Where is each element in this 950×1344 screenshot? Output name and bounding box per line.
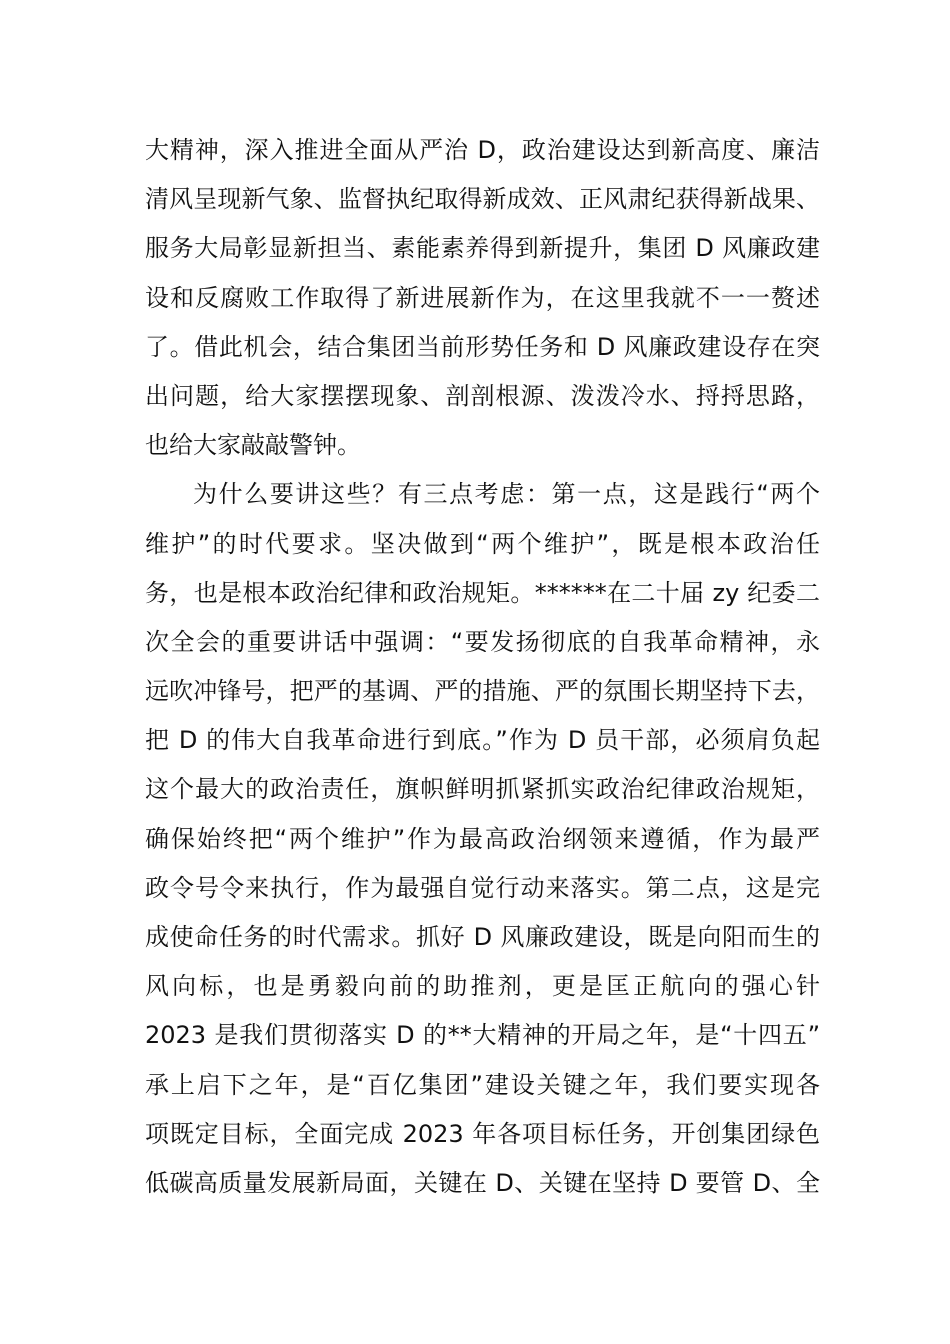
text-line: 设和反腐败工作取得了新进展新作为，在这里我就不一一赘述 xyxy=(145,283,820,312)
text-line: 也给大家敲敲警钟。 xyxy=(145,431,361,460)
text-line: 把 D 的伟大自我革命进行到底。”作为 D 员干部，必须肩负起 xyxy=(145,726,820,755)
text-line: 为什么要讲这些？有三点考虑：第一点，这是践行“两个 xyxy=(193,480,820,509)
text-line: 2023 是我们贯彻落实 D 的**大精神的开局之年，是“十四五” xyxy=(145,1021,820,1050)
text-line: 远吹冲锋号，把严的基调、严的措施、严的氛围长期坚持下去， xyxy=(145,677,820,706)
text-line: 政令号令来执行，作为最强自觉行动来落实。第二点，这是完 xyxy=(145,873,820,902)
text-line: 服务大局彰显新担当、素能素养得到新提升，集团 D 风廉政建 xyxy=(145,234,820,263)
text-line: 出问题，给大家摆摆现象、剖剖根源、泼泼冷水、捋捋思路， xyxy=(145,381,820,410)
text-line: 这个最大的政治责任，旗帜鲜明抓紧抓实政治纪律政治规矩， xyxy=(145,775,820,804)
text-line: 项既定目标，全面完成 2023 年各项目标任务，开创集团绿色 xyxy=(145,1119,820,1148)
paragraph xyxy=(145,470,820,1208)
text-line: 大精神，深入推进全面从严治 D，政治建设达到新高度、廉洁 xyxy=(145,136,820,164)
text-line: 清风呈现新气象、监督执纪取得新成效、正风肃纪获得新战果、 xyxy=(145,185,820,214)
text-line: 承上启下之年，是“百亿集团”建设关键之年，我们要实现各 xyxy=(145,1070,820,1099)
document-body xyxy=(145,126,820,1208)
text-line: 成使命任务的时代需求。抓好 D 风廉政建设，既是向阳而生的 xyxy=(145,923,820,951)
text-line: 维护”的时代要求。坚决做到“两个维护”，既是根本政治任 xyxy=(145,529,820,558)
text-line: 了。借此机会，结合集团当前形势任务和 D 风廉政建设存在突 xyxy=(145,332,820,361)
paragraph xyxy=(145,126,820,470)
text-line: 务，也是根本政治纪律和政治规矩。******在二十届 zy 纪委二 xyxy=(145,578,820,607)
text-line: 次全会的重要讲话中强调：“要发扬彻底的自我革命精神，永 xyxy=(145,627,820,656)
text-line: 风向标，也是勇毅向前的助推剂，更是匡正航向的强心针 xyxy=(145,972,820,1001)
text-line: 确保始终把“两个维护”作为最高政治纲领来遵循，作为最严 xyxy=(145,824,820,853)
text-line: 低碳高质量发展新局面，关键在 D、关键在坚持 D 要管 D、全 xyxy=(145,1168,820,1197)
